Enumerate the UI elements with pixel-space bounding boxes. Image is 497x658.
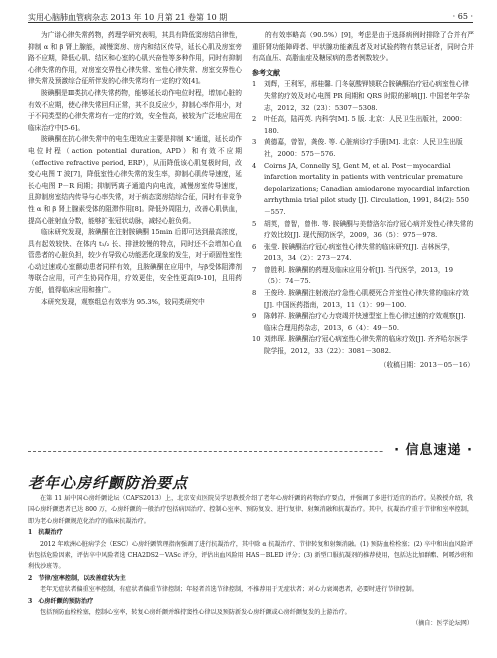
reference-number: 1	[252, 80, 257, 89]
news-point-body: 2012 年欧洲心脏病学会（ESC）心房纤颤管理指南强调了进行抗凝治疗，其中除 α 抗凝治疗、节律转复和射频消融。(1) 预防血栓栓塞；(2) 卒中和出血风险评估包括危险因素，评估卒中风险者选 CHA2DS2－VASc 评分，评估出血风险用 HAS－BLED 评分；(3) 新型口服抗凝剂的推荐使用，包括达比加群酯、阿哌沙班和利伐沙班等。	[28, 540, 473, 571]
reference-item	[252, 288, 474, 311]
reference-number: 8	[252, 289, 257, 298]
banner-title: · 信息速递 ·	[384, 439, 473, 458]
reference-text: Coirns JA, Connelly SJ, Gent M, et al. Post－myocardial infarction mortality in patients with ventricular premature depolarizations; Canadian amiodarone myocardial infarction arrhythmia trial pilot study [J]. Circulation, 1991, 84(2): 550－557.	[264, 161, 470, 216]
reference-item	[252, 242, 474, 265]
reference-item	[252, 137, 474, 160]
reference-text: 曾胜利. 胺碘酮的药理及临床应用分析[J]. 当代医学，2013，19（5）：74－75.	[264, 265, 454, 286]
body-paragraph: 的有效率略高（90.5%）[9]，考虑是由于选择病例时排除了合并有严重肝肾功能障碍者、甲状腺功能紊乱者及对试验药物有禁忌证者，同时合并有高血压、高脂血症及糖尿病的患者例数较少。	[252, 31, 474, 63]
reference-number: 3	[252, 138, 257, 147]
left-column	[28, 30, 242, 308]
reference-item	[252, 114, 474, 137]
body-paragraph: 临床研究发现，胺碘酮在注射胺碘酮 15min 后即可达到最高浓度，具有起效较快、在体内 t₁/₂ 长、排泄较慢的特点，同时还不会增加心血管患者的心脏负担，较少有导致心功能恶化现象的发生，对于顽固性室性心动过速或心室颤动患者同样有效，且胺碘酮在应用中，与β受体阻滞剂等联合应用，可产生协同作用，疗效更佳，安全性更高[9-10]，且用药方便，值得临床应用和推广。	[28, 228, 242, 295]
body-paragraph: 胺碘酮在抗心律失常中的电生理效应主要是抑制 K⁺通道，延长动作电位时程（action potential duration, APD）和有效不应期（effective refractive period, ERP），从而降低该心肌复极时间，改变心电图 T 波[7]，降低室性心律失常的发生率，抑制心肌传导速度，延长心电图 P－R 间期；抑制钙离子通道内向电流，减慢房室传导速度，且抑制房室结内传导与心率失常，对于病态窦房结综合征，同时有非竞争性 α 和 β 肾上腺素受体的阻滞作用[8]。降低外周阻力，改善心肌供血，提高心脏射血分数，能够扩张冠状动脉，减轻心脏负荷。	[28, 135, 242, 225]
news-source: （摘自：医学论坛网）	[412, 620, 473, 628]
news-point-body: 老年无症状者偏重室率控制，有症状者偏重节律控制；年轻者首选节律控制，不推荐用于无症状者；对心力衰竭患者，必要时进行节律控制。	[40, 586, 418, 594]
journal-title: 实用心脑肺血管病杂志 2013 年 10 月第 21 卷第 10 期	[28, 13, 228, 22]
reference-text: 叶任高，陆再英. 内科学[M]. 5 版. 北京：人民卫生出版社，2000：180.	[264, 115, 467, 135]
reference-text: 张莹. 胺碘酮治疗冠心病室性心律失常的临床研究[J]. 吉林医学，2013，34（2）：273－274.	[264, 242, 455, 263]
reference-item	[252, 311, 474, 334]
right-column	[252, 30, 474, 371]
reference-text: 黄德嘉，曾智，龚俊. 等. 心脏病诊疗手册[M]. 北京：人民卫生出版社，2000：575－576.	[264, 138, 463, 158]
reference-item	[252, 79, 474, 114]
reference-text: 王俊玲. 胺碘酮注射液治疗急性心肌梗死合并室性心律失常的临床疗效[J]. 中国医药指南，2013，11（1）：99－100.	[264, 289, 469, 309]
reference-number: 4	[252, 161, 257, 170]
references-heading: 参考文献	[252, 67, 280, 77]
news-point-heading: 1 抗凝治疗	[28, 529, 63, 537]
news-point-heading: 3 心房纤颤的预防治疗	[28, 597, 94, 605]
reference-text: 刘炜琛. 胺碘酮治疗冠心病室性心律失常的临床疗效[J]. 齐齐哈尔医学院学报，2012，33（22）：3081－3082.	[264, 335, 468, 356]
reference-number: 9	[252, 312, 257, 321]
news-body	[28, 493, 473, 630]
news-point-heading: 2 节律/室率控制，以改善症状为主	[28, 574, 126, 582]
page-number: · 65 ·	[452, 12, 473, 21]
reference-text: 刘辉，王利军，邢桂馨. 门冬氨酸钾镁联合胺碘酮治疗冠心病室性心律失常的疗效及对心电图 PR 间期和 QRS 时限的影响[J]. 中国老年学杂志，2012，32（23）：5307－5308.	[264, 80, 470, 112]
reference-number: 6	[252, 242, 257, 251]
reference-item	[252, 334, 474, 357]
header-rule	[28, 22, 473, 23]
body-paragraph: 本研究发现，观察组总有效率为 95.3%，较同类研究中	[41, 297, 205, 306]
reference-item	[252, 219, 474, 242]
received-date: （收稿日期：2013－05－16）	[379, 360, 474, 369]
reference-number: 5	[252, 219, 257, 228]
reference-number: 2	[252, 115, 257, 124]
news-intro: 在第 11 届中国心房纤颤论坛（CAFS2013）上，北京安贞医院吴学思教授介绍了老年心房纤颤的药物治疗要点，并强调了多进行适宜的治疗。吴教授介绍，我国心房纤颤患者已达 800 万，心房纤颤的一般治疗包括病因治疗、控制心室率、预防复发、进行复律、射频消融和抗凝治疗。其中，抗凝治疗重于节律和室率控制，即为老心房纤颤规范化治疗的临床抗凝治疗。	[28, 495, 473, 525]
reference-number: 7	[252, 265, 257, 274]
news-title: 老年心房纤颤防治要点	[28, 474, 189, 492]
reference-item	[252, 161, 474, 219]
reference-text: 陈韩祥. 胺碘酮治疗心力衰竭并快速型室上性心律过速的疗效观察[J]. 临床合理用药杂志，2013，6（4）：49－50.	[264, 312, 466, 332]
news-banner	[28, 436, 473, 460]
reference-text: 胡英，曾智，曾伟. 等. 胺碘酮与美替洛尔治疗冠心病并发性心律失常的疗效比较[J]. 现代预防医学，2009，36（5）：975－978.	[264, 219, 474, 240]
body-paragraph: 胺碘酮是Ⅲ类抗心律失常药物，能够延长动作电位时程，增加心脏的有效不应期，使心律失常回归正常，其不良反应少，抑制心率作用小，对于不同类型的心律失常均有一定的疗效，安全性高，被较为广泛地应用在临床治疗中[5-6]。	[28, 88, 242, 132]
reference-item	[252, 265, 474, 288]
reference-list	[252, 79, 474, 357]
body-paragraph: 为广谱心律失常药物，药理学研究表明，其具有降低窦房结自律性，抑制 α 和 β 肾上腺能，减慢窦房、房内和结区传导，延长心肌及房室旁路不应期，降低心肌、结区和心室的心肌兴奋性等多种作用，同时有抑制心律失常的作用，对房室交界性心律失常、室性心律失常、房室交界性心律失常及预激综合征所伴发的心律失常均有一定的疗效[4]。	[28, 31, 242, 86]
news-point-body: 包括预防血栓栓塞，控制心室率，转复心房纤颤并维持窦性心律以及预防新发心房纤颤或心房纤颤复发的上游治疗。	[40, 609, 351, 617]
reference-number: 10	[252, 335, 261, 344]
